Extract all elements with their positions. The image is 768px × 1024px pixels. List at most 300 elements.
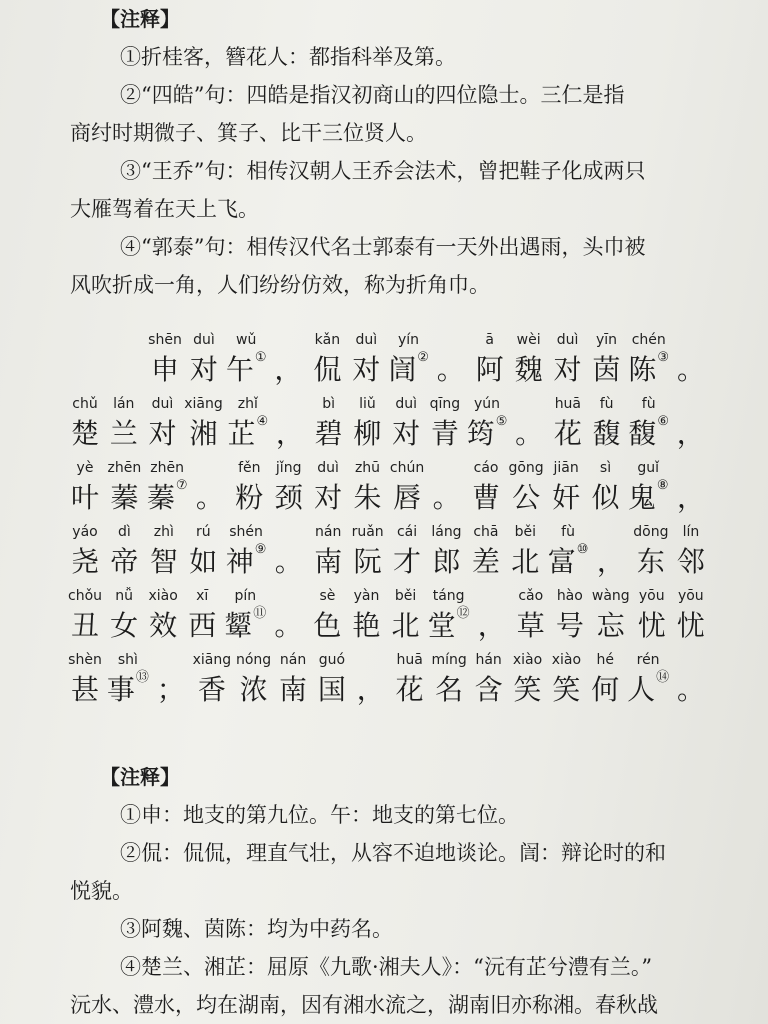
verse-character [429, 522, 463, 586]
hanzi: 兰 [109, 417, 138, 450]
verse-character [428, 586, 470, 650]
note-line: ②侃：侃侃，理直气壮，从容不迫地谈论。訚：辩论时的和 [120, 841, 666, 865]
hanzi: 湘 [189, 417, 218, 450]
hanzi: 甚 [70, 673, 99, 706]
note-marker: ⑤ [495, 414, 508, 429]
pinyin: hán [475, 652, 502, 668]
pinyin: yōu [638, 588, 665, 604]
hanzi: 。 [432, 481, 461, 514]
verse-character [350, 394, 384, 458]
pinyin: nán [315, 524, 342, 540]
verse-character [674, 330, 708, 394]
verse-character [674, 586, 708, 650]
verse-character [508, 458, 543, 522]
verse-character [390, 458, 424, 522]
notes-section-bottom [70, 758, 710, 1024]
pinyin: cái [396, 524, 418, 540]
verse-character [512, 330, 546, 394]
hanzi: 。 [274, 609, 303, 642]
verse-character [549, 650, 583, 714]
pinyin: huā [396, 652, 423, 668]
hanzi: 訚 ② [388, 350, 429, 386]
hanzi: ， [356, 673, 385, 706]
hanzi: 帝 [110, 545, 139, 578]
verse-character [351, 458, 385, 522]
pinyin: pín [234, 588, 257, 604]
pinyin: nán [279, 652, 307, 668]
verse-character [388, 330, 429, 394]
hanzi: 神 ⑨ [225, 542, 267, 578]
pinyin: rú [195, 524, 211, 540]
verse-character [349, 330, 383, 394]
pinyin: sì [599, 460, 612, 476]
hanzi: 女 [110, 609, 139, 642]
hanzi: 午 ① [225, 350, 267, 386]
hanzi: 。 [515, 417, 544, 450]
verse-character [475, 586, 509, 650]
pinyin: lín [682, 524, 700, 540]
pinyin: xiào [551, 652, 582, 668]
verse-character [674, 650, 708, 714]
verse-character [236, 650, 271, 714]
verse-character [511, 650, 545, 714]
note-marker: ⑫ [456, 606, 470, 621]
hanzi: 花 [395, 673, 424, 706]
pinyin: shì [117, 652, 138, 668]
hanzi: 邻 [676, 545, 705, 578]
hanzi: 筠 ⑤ [466, 414, 508, 450]
verse-character [467, 394, 508, 458]
verse-character [271, 586, 305, 650]
verse-character [635, 586, 669, 650]
notes-heading: 【注释】 [100, 765, 180, 789]
verse-line [68, 458, 708, 522]
hanzi: 名 [435, 673, 464, 706]
verse-character [226, 522, 267, 586]
hanzi: 。 [676, 353, 705, 386]
verse-character [193, 458, 227, 522]
pinyin: nǚ [115, 588, 133, 604]
hanzi: 智 [149, 545, 178, 578]
hanzi: 忧 [637, 609, 666, 642]
verse-character [633, 522, 668, 586]
hanzi: 人 ⑭ [627, 670, 670, 706]
pinyin: hé [596, 652, 614, 668]
verse-character [390, 522, 424, 586]
verse-character [147, 522, 181, 586]
verse-character [310, 586, 344, 650]
pinyin: rén [636, 652, 660, 668]
hanzi: 东 [636, 545, 665, 578]
hanzi: 公 [512, 481, 541, 514]
verse-character [628, 458, 669, 522]
hanzi: 陈 ③ [628, 350, 670, 386]
hanzi: 号 [555, 609, 584, 642]
hanzi: ， [274, 353, 303, 386]
verse-character [187, 330, 221, 394]
hanzi: 馥 ⑥ [628, 414, 670, 450]
verse-character [628, 394, 669, 458]
hanzi: 侃 [313, 353, 342, 386]
hanzi: 对 [553, 353, 582, 386]
pinyin: chǔ [72, 396, 98, 412]
hanzi: 对 [392, 417, 421, 450]
hanzi: 事 ⑬ [106, 670, 149, 706]
pinyin: yáo [72, 524, 98, 540]
note-line: ④“郭泰”句：相传汉代名士郭泰有一天外出遇雨，头巾被 [120, 235, 646, 259]
verse-character [107, 394, 141, 458]
note-line: 沅水、澧水，均在湖南，因有湘水流之，湖南旧亦称湘。春秋战 [70, 993, 658, 1017]
verse-character [154, 650, 188, 714]
pinyin: běi [394, 588, 417, 604]
pinyin: huā [554, 396, 582, 412]
hanzi: 堂 ⑫ [427, 606, 470, 642]
verse-character [588, 650, 622, 714]
pinyin: dōng [633, 524, 669, 540]
verse-character [349, 586, 383, 650]
pinyin: yīn [595, 332, 618, 348]
verse-character [311, 522, 345, 586]
pinyin: wèi [516, 332, 541, 348]
hanzi: 曹 [472, 481, 501, 514]
hanzi: 碧 [314, 417, 343, 450]
verse-character [590, 394, 624, 458]
hanzi: 茵 [592, 353, 621, 386]
pinyin: yín [398, 332, 420, 348]
pinyin: wàng [591, 588, 630, 604]
verse-character [553, 586, 587, 650]
verse-character [228, 394, 269, 458]
pinyin: fěn [238, 460, 261, 476]
verse-line [68, 650, 708, 714]
verse-character [312, 394, 346, 458]
verse-character [508, 522, 542, 586]
hanzi: 青 [430, 417, 459, 450]
verse-character [472, 650, 506, 714]
verse-character [431, 650, 466, 714]
hanzi: 花 [553, 417, 582, 450]
pinyin: guó [318, 652, 346, 668]
note-line: 悦貌。 [70, 879, 133, 903]
hanzi: 郎 [432, 545, 461, 578]
hanzi: 丑 [71, 609, 100, 642]
pinyin: cǎo [518, 588, 544, 604]
verse-line [68, 394, 708, 458]
verse-line [68, 330, 708, 394]
verse-character [271, 330, 305, 394]
verse-character [107, 650, 149, 714]
hanzi: 忘 [596, 609, 625, 642]
pinyin: duì [355, 332, 378, 348]
note-marker: ⑪ [253, 606, 267, 621]
pinyin: zhēn [150, 460, 184, 476]
pinyin: míng [431, 652, 467, 668]
hanzi: ， [275, 417, 304, 450]
hanzi: 。 [436, 353, 465, 386]
hanzi: 粉 [235, 481, 264, 514]
hanzi: 忧 [676, 609, 705, 642]
pinyin: chén [631, 332, 666, 348]
verse-character [473, 330, 507, 394]
hanzi: 笑 [552, 673, 581, 706]
verse-character [193, 650, 232, 714]
pinyin: sè [319, 588, 336, 604]
pinyin: dì [118, 524, 131, 540]
pinyin: běi [514, 524, 536, 540]
hanzi: 北 [511, 545, 540, 578]
pinyin: láng [431, 524, 462, 540]
hanzi: 朱 [353, 481, 382, 514]
hanzi: 柳 [353, 417, 382, 450]
hanzi: 。 [676, 673, 705, 706]
hanzi: 含 [474, 673, 503, 706]
note-line: ①申：地支的第九位。午：地支的第七位。 [120, 803, 519, 827]
verse-line [68, 586, 708, 650]
hanzi: 楚 [70, 417, 99, 450]
hanzi: 芷 ④ [227, 414, 269, 450]
hanzi: 阿 [475, 353, 504, 386]
hanzi: 何 [591, 673, 620, 706]
verse-character [354, 650, 388, 714]
verse-character [107, 586, 141, 650]
pinyin: nóng [235, 652, 272, 668]
verse-character [272, 458, 306, 522]
verse-character [68, 650, 102, 714]
hanzi: 南 [314, 545, 343, 578]
pinyin: ā [485, 332, 495, 348]
hanzi: 蓁 [110, 481, 139, 514]
hanzi: 颈 [274, 481, 303, 514]
hanzi: 尧 [70, 545, 99, 578]
pinyin: zhēn [107, 460, 142, 476]
pinyin: wǔ [236, 332, 257, 348]
pinyin: duì [151, 396, 174, 412]
hanzi: 魏 [514, 353, 543, 386]
pinyin: duì [556, 332, 579, 348]
note-line: ④楚兰、湘芷：屈原《九歌·湘夫人》：“沅有芷兮澧有兰。” [120, 955, 653, 979]
pinyin: xiāng [184, 396, 223, 412]
hanzi: ， [477, 609, 506, 642]
pinyin: chún [389, 460, 425, 476]
hanzi: 。 [195, 481, 224, 514]
note-marker: ⑭ [656, 670, 670, 685]
note-marker: ⑦ [175, 478, 188, 493]
note-line: 大雁驾着在天上飞。 [70, 197, 259, 221]
pinyin: zhì [153, 524, 174, 540]
pinyin: ruǎn [351, 524, 384, 540]
note-marker: ① [254, 350, 267, 365]
pinyin: xiāng [192, 652, 232, 668]
verse-character [68, 586, 102, 650]
hanzi: 富 ⑩ [547, 542, 589, 578]
verse-character [311, 458, 345, 522]
verse-character [232, 458, 266, 522]
verse-character [107, 522, 141, 586]
verse-line [68, 522, 708, 586]
hanzi: 才 [393, 545, 422, 578]
note-marker: ⑨ [254, 542, 267, 557]
hanzi: 草 [516, 609, 545, 642]
pinyin: xī [196, 588, 209, 604]
pinyin: xiào [512, 652, 543, 668]
verse-character [68, 394, 102, 458]
hanzi: 叶 [70, 481, 99, 514]
pinyin: fù [561, 524, 575, 540]
verse-character [469, 458, 503, 522]
verse-character [148, 330, 182, 394]
verse-character [592, 586, 630, 650]
pinyin: fù [599, 396, 614, 412]
pinyin: gōng [508, 460, 544, 476]
verse-character [276, 650, 310, 714]
verse-character [674, 394, 708, 458]
hanzi: 蓁 ⑦ [146, 478, 188, 514]
verse-character [428, 394, 462, 458]
pinyin: cáo [473, 460, 499, 476]
verse-character [589, 330, 623, 394]
verse-character [514, 586, 548, 650]
pinyin: yún [474, 396, 501, 412]
pinyin: duì [193, 332, 215, 348]
hanzi: 效 [149, 609, 178, 642]
verse-character [674, 458, 708, 522]
pinyin: bì [322, 396, 336, 412]
hanzi: 对 [148, 417, 177, 450]
note-line: 风吹折成一角，人们纷纷仿效，称为折角巾。 [70, 273, 490, 297]
pinyin: kǎn [314, 332, 341, 348]
note-marker: ② [417, 350, 429, 365]
hanzi: 对 [189, 353, 218, 386]
verse-character [627, 650, 669, 714]
hanzi: 鬼 ⑧ [627, 478, 669, 514]
verse-character [184, 394, 223, 458]
hanzi: 国 [317, 673, 346, 706]
verse-character [224, 586, 266, 650]
hanzi: ， [596, 545, 625, 578]
verse-character [273, 394, 307, 458]
pinyin: chǒu [68, 588, 103, 604]
pinyin: duì [395, 396, 418, 412]
verse-character [549, 458, 583, 522]
pinyin: shén [229, 524, 263, 540]
hanzi: 西 [188, 609, 217, 642]
pinyin: guǐ [637, 460, 660, 476]
note-marker: ⑥ [657, 414, 670, 429]
pinyin: chā [473, 524, 499, 540]
verse-character [310, 330, 344, 394]
hanzi: 浓 [239, 673, 268, 706]
note-marker: ⑩ [576, 542, 589, 557]
note-marker: ⑧ [656, 478, 669, 493]
verse-character [351, 522, 385, 586]
hanzi: 色 [313, 609, 342, 642]
pinyin: qīng [429, 396, 461, 412]
hanzi: 奸 [552, 481, 581, 514]
verse-character [393, 650, 427, 714]
verse-character [146, 394, 180, 458]
note-line: ②“四皓”句：四皓是指汉初商山的四位隐士。三仁是指 [120, 83, 625, 107]
verse-character [628, 330, 669, 394]
pinyin: lán [113, 396, 135, 412]
verse-character [430, 458, 464, 522]
verse-character [226, 330, 267, 394]
note-line: ③“王乔”句：相传汉朝人王乔会法术，曾把鞋子化成两只 [120, 159, 646, 183]
verse-character [594, 522, 628, 586]
pinyin: jǐng [275, 460, 302, 476]
hanzi: 。 [274, 545, 303, 578]
hanzi: 申 [150, 353, 179, 386]
pinyin: shēn [148, 332, 182, 348]
hanzi: 阮 [353, 545, 382, 578]
notes-section-top [70, 0, 710, 304]
hanzi: 唇 [393, 481, 422, 514]
pinyin: yōu [677, 588, 704, 604]
hanzi: 对 [314, 481, 343, 514]
note-marker: ④ [256, 414, 269, 429]
note-line: 商纣时期微子、箕子、比干三位贤人。 [70, 121, 427, 145]
verse-character [389, 394, 423, 458]
verse-character [674, 522, 708, 586]
hanzi: 艳 [352, 609, 381, 642]
verse-character [548, 522, 589, 586]
pinyin: fù [641, 396, 656, 412]
pinyin: zhǐ [237, 396, 258, 412]
note-marker: ⑬ [135, 670, 149, 685]
verse-text [68, 330, 708, 714]
pinyin: táng [432, 588, 465, 604]
verse-character [551, 330, 585, 394]
verse-character [315, 650, 349, 714]
hanzi: ， [676, 481, 705, 514]
verse-character [272, 522, 306, 586]
pinyin: yè [76, 460, 94, 476]
verse-character [389, 586, 423, 650]
hanzi: 北 [391, 609, 420, 642]
pinyin: liǔ [359, 396, 376, 412]
hanzi: 如 [189, 545, 218, 578]
verse-character [589, 458, 623, 522]
hanzi: 颦 ⑪ [224, 606, 267, 642]
notes-heading: 【注释】 [100, 7, 180, 31]
pinyin: zhū [354, 460, 381, 476]
pinyin: xiào [148, 588, 178, 604]
verse-character [434, 330, 468, 394]
verse-character [107, 458, 141, 522]
verse-character [68, 458, 102, 522]
hanzi: 笑 [513, 673, 542, 706]
hanzi: ； [156, 673, 185, 706]
pinyin: hào [556, 588, 583, 604]
hanzi: 馥 [592, 417, 621, 450]
note-line: ③阿魏、茵陈：均为中药名。 [120, 917, 393, 941]
verse-character [551, 394, 585, 458]
pinyin: jiān [553, 460, 579, 476]
hanzi: 对 [352, 353, 381, 386]
note-marker: ③ [657, 350, 670, 365]
verse-character [469, 522, 503, 586]
verse-character [512, 394, 546, 458]
verse-character [147, 458, 188, 522]
hanzi: 差 [471, 545, 500, 578]
pinyin: shèn [68, 652, 102, 668]
hanzi: 南 [279, 673, 308, 706]
pinyin: duì [317, 460, 339, 476]
pinyin: yàn [353, 588, 380, 604]
hanzi: ， [676, 417, 705, 450]
verse-character [68, 522, 102, 586]
hanzi: 似 [591, 481, 620, 514]
verse-character [185, 586, 219, 650]
